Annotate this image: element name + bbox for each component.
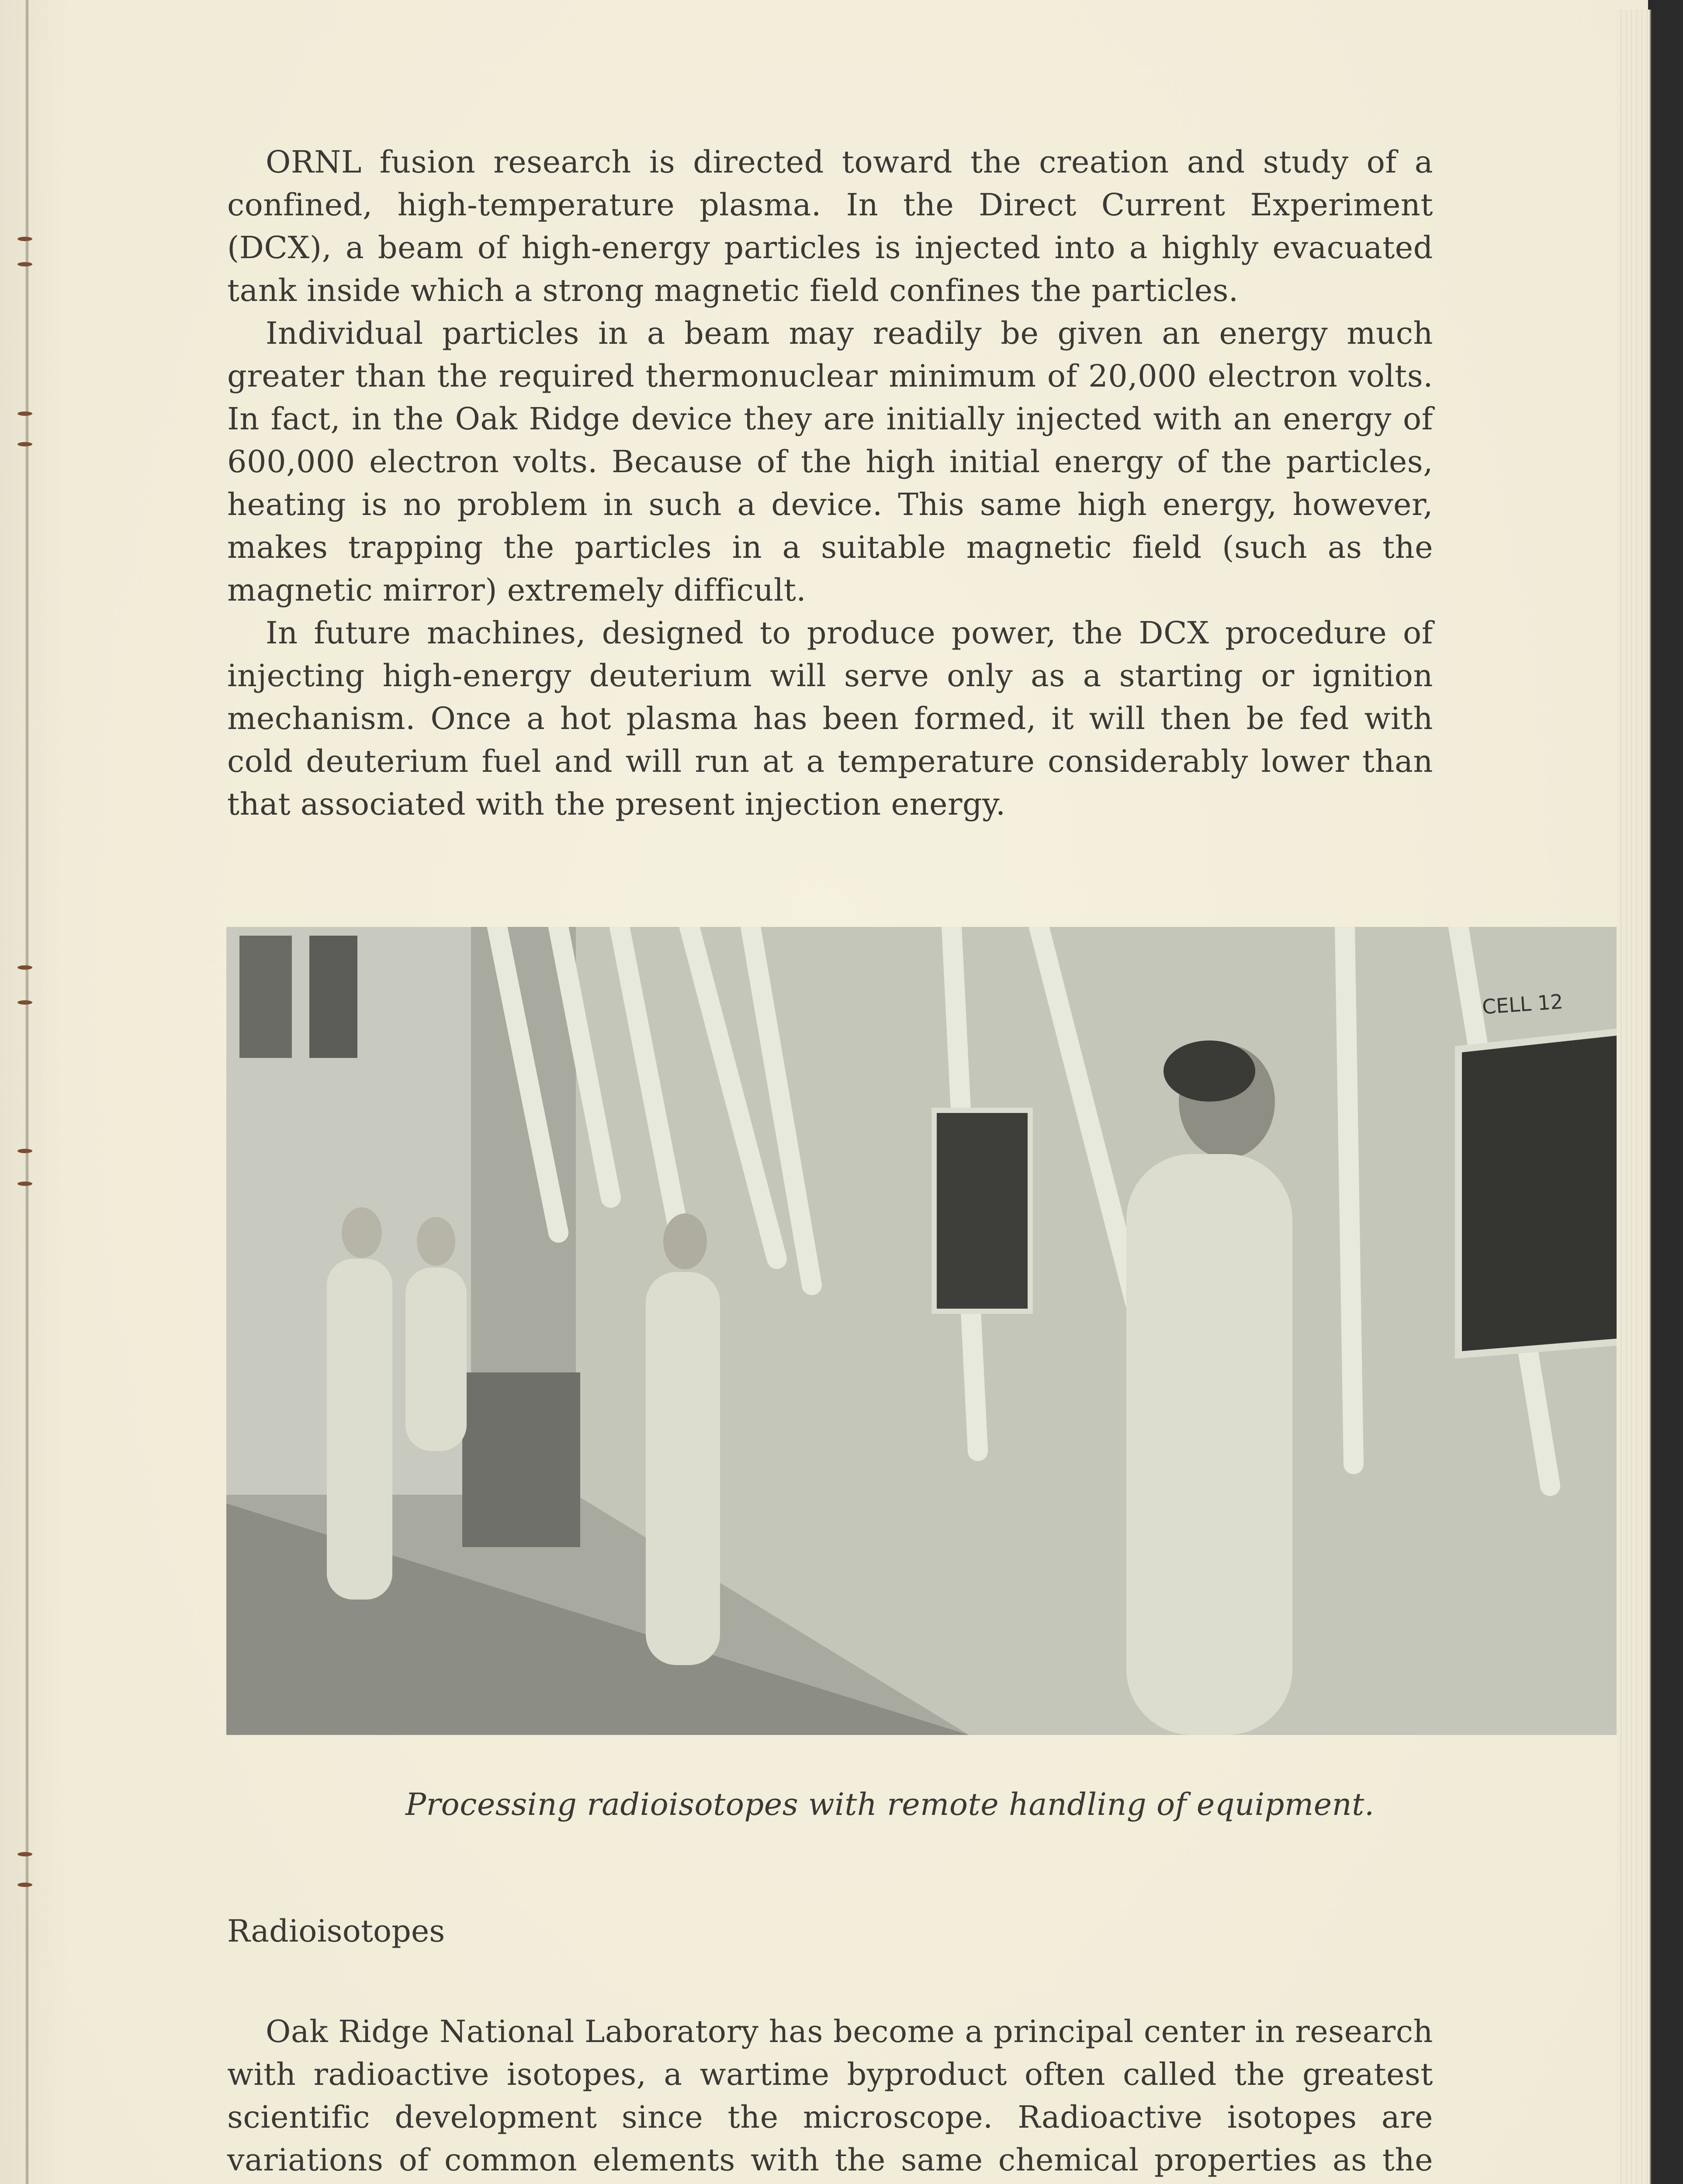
viewing-window <box>934 1110 1030 1311</box>
viewing-window-cell-12 <box>1458 1032 1620 1355</box>
binding-stitch <box>17 1149 32 1153</box>
body-text-bottom <box>227 2010 1433 2184</box>
worker-head <box>417 1217 455 1266</box>
equipment-cart <box>462 1372 580 1547</box>
binding-stitch <box>17 237 32 241</box>
worker-body <box>1126 1154 1292 1735</box>
page-edges <box>1617 10 1651 2184</box>
worker-head <box>342 1207 382 1258</box>
body-text-top <box>227 141 1433 826</box>
worker-body <box>646 1272 720 1665</box>
binding-stitch <box>17 1852 32 1856</box>
binding-stitch <box>17 1883 32 1887</box>
manipulator-arm <box>1345 927 1354 1464</box>
section-heading-radioisotopes: Radioisotopes <box>227 1913 445 1949</box>
binding-stitch <box>17 442 32 446</box>
binding-stitch <box>17 965 32 970</box>
binding-stitch <box>17 1182 32 1186</box>
binding-stitch <box>17 1000 32 1005</box>
paragraph-particle-energy: Individual particles in a beam may readily be given an energy much greater than the required thermonuclear minimum of 20,000 electron volts. In fact, in the Oak Ridge device they are initially injected with an energy of 600,000 electron volts. Because of the high initial energy of the particles, heating is no problem in such a device. This same high energy, however, makes trapping the particles in a suitable magnetic field (such as the magnetic mirror) extremely difficult. <box>227 315 1433 608</box>
worker-head <box>663 1213 707 1269</box>
cell-12-sign: CELL 12 <box>1481 989 1564 1019</box>
binding-stitch <box>17 411 32 416</box>
photo-wall-panel <box>239 936 292 1058</box>
worker-hair <box>1164 1040 1255 1102</box>
binding-stitch <box>17 262 32 266</box>
binding-gutter <box>25 0 29 2184</box>
paragraph-future-machines: In future machines, designed to produce power, the DCX procedure of injecting high-energy deuterium will serve only as a starting or ignition mechanism. Once a hot plasma has been formed, it will then be fed with cold deuterium fuel and will run at a temperature considerably lower than that associated with the present injection energy. <box>227 615 1433 822</box>
worker-body <box>405 1268 467 1451</box>
photo-illustration <box>226 927 1620 1735</box>
worker-body <box>327 1259 392 1600</box>
hot-cell-photograph <box>226 927 1620 1735</box>
paragraph-dcx-intro: ORNL fusion research is directed toward the creation and study of a confined, high-temperature plasma. In the Direct Current Experiment (DCX), a beam of high-energy particles is injected into a highly evacuated tank inside which a strong magnetic field confines the particles. <box>227 144 1433 308</box>
figure-caption: Processing radioisotopes with remote handling of equipment. <box>405 1787 1375 1822</box>
photo-wall-panel <box>309 936 357 1058</box>
paragraph-radioisotopes-intro: Oak Ridge National Laboratory has become a principal center in research with radioactive isotopes, a wartime byproduct often called the greatest scientific development since the microscope. Radioactive isotopes are variations of common elements with the same chemical properties as the <box>227 2014 1433 2178</box>
